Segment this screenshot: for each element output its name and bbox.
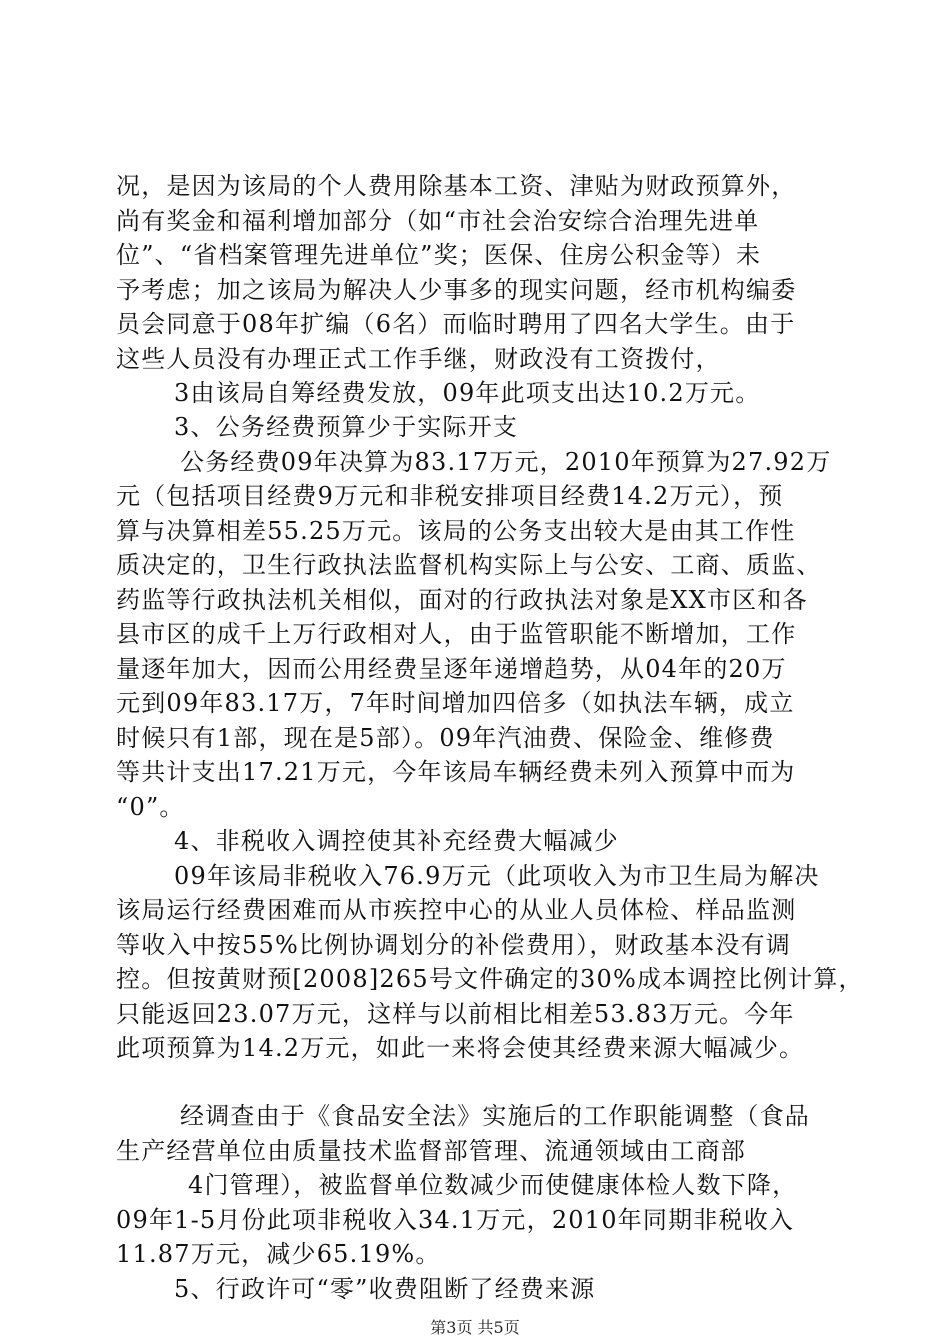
text-line: 元到09年83.17万，7年时间增加四倍多（如执法车辆，成立 (116, 689, 795, 717)
text-line: 等收入中按55%比例协调划分的补偿费用），财政基本没有调 (116, 931, 791, 959)
text-line: 经调查由于《食品安全法》实施后的工作职能调整（食品 (180, 1102, 810, 1130)
text-line: 11.87万元，减少65.19%。 (116, 1240, 441, 1268)
text-line: 公务经费09年决算为83.17万元，2010年预算为27.92万 (180, 448, 832, 476)
text-line: 质决定的，卫生行政执法监督机构实际上与公安、工商、质监、 (116, 551, 822, 579)
page-number-footer: 第3页 共5页 (430, 1318, 520, 1337)
text-line: 算与决算相差55.25万元。该局的公务支出较大是由其工作性 (116, 517, 796, 545)
section-heading: 3、公务经费预算少于实际开支 (174, 413, 519, 441)
text-line: 3由该局自筹经费发放，09年此项支出达10.2万元。 (174, 379, 761, 407)
text-line: 时候只有1部，现在是5部）。09年汽油费、保险金、维修费 (116, 724, 775, 752)
text-line: 元（包括项目经费9万元和非税安排项目经费14.2万元），预 (116, 482, 784, 510)
text-line: 等共计支出17.21万元，今年该局车辆经费未列入预算中而为 (116, 758, 796, 786)
section-heading: 5、行政许可“零”收费阻断了经费来源 (174, 1275, 596, 1303)
text-line: 控。但按黄财预[2008]265号文件确定的30%成本调控比例计算， (116, 965, 864, 993)
text-line: 县市区的成千上万行政相对人，由于监管职能不断增加，工作 (116, 620, 797, 648)
text-line: 只能返回23.07万元，这样与以前相比相差53.83万元。今年 (116, 1000, 795, 1028)
text-line: “0”。 (116, 793, 185, 821)
text-line: 该局运行经费困难而从市疾控中心的从业人员体检、样品监测 (116, 896, 797, 924)
text-line: 员会同意于08年扩编（6名）而临时聘用了四名大学生。由于 (116, 310, 796, 338)
text-line: 4门管理），被监督单位数减少而使健康体检人数下降， (188, 1171, 798, 1199)
text-line: 位”、“省档案管理先进单位”奖；医保、住房公积金等）未 (116, 241, 762, 269)
text-line: 况，是因为该局的个人费用除基本工资、津贴为财政预算外， (116, 172, 797, 200)
text-line: 量逐年加大，因而公用经费呈逐年递增趋势，从04年的20万 (116, 655, 787, 683)
text-line: 尚有奖金和福利增加部分（如“市社会治安综合治理先进单 (116, 207, 760, 235)
section-heading: 4、非税收入调控使其补充经费大幅减少 (174, 827, 619, 855)
text-line: 这些人员没有办理正式工作手继，财政没有工资拨付， (116, 345, 721, 373)
text-line: 此项预算为14.2万元，如此一来将会使其经费来源大幅减少。 (116, 1034, 805, 1062)
text-line: 09年1-5月份此项非税收入34.1万元，2010年同期非税收入 (116, 1206, 795, 1234)
text-line: 药监等行政执法机关相似，面对的行政执法对象是XX市区和各 (116, 586, 808, 614)
text-line: 09年该局非税收入76.9万元（此项收入为市卫生局为解决 (174, 862, 820, 890)
text-line: 生产经营单位由质量技术监督部管理、流通领域由工商部 (116, 1137, 746, 1165)
text-line: 予考虑；加之该局为解决人少事多的现实问题，经市机构编委 (116, 276, 797, 304)
